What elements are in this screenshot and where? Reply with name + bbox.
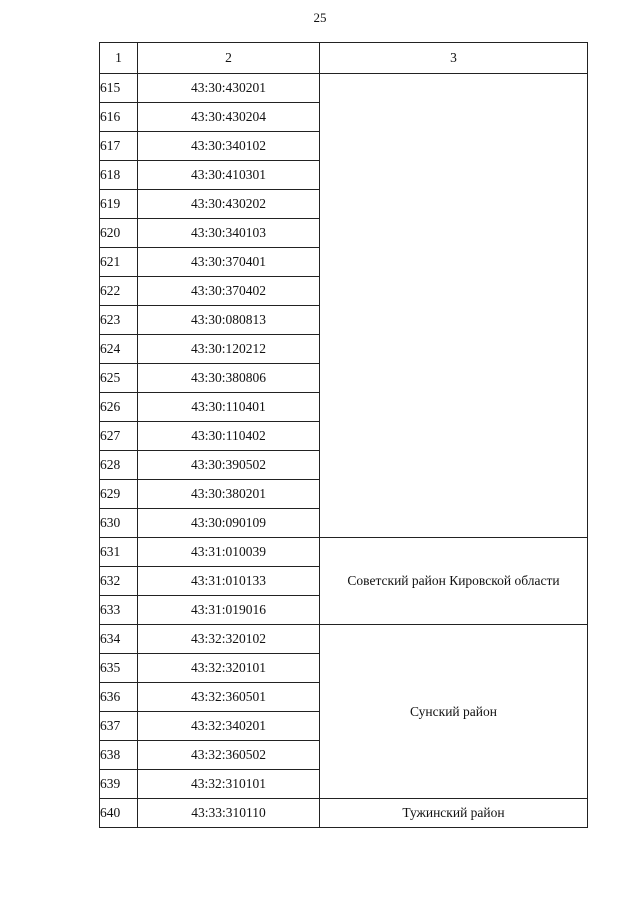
cadastral-code: 43:30:080813	[138, 306, 320, 335]
registry-table	[99, 42, 588, 828]
table-row	[100, 538, 588, 567]
cadastral-code: 43:32:310101	[138, 770, 320, 799]
district-name	[320, 74, 588, 538]
cadastral-code: 43:30:430204	[138, 103, 320, 132]
row-number: 640	[100, 799, 138, 828]
cadastral-code: 43:30:410301	[138, 161, 320, 190]
cadastral-code: 43:30:120212	[138, 335, 320, 364]
row-number: 619	[100, 190, 138, 219]
cadastral-code: 43:30:340103	[138, 219, 320, 248]
cadastral-code: 43:30:380806	[138, 364, 320, 393]
row-number: 623	[100, 306, 138, 335]
district-name: Советский район Кировской области	[320, 538, 588, 625]
cadastral-code: 43:30:390502	[138, 451, 320, 480]
cadastral-code: 43:30:340102	[138, 132, 320, 161]
row-number: 631	[100, 538, 138, 567]
row-number: 630	[100, 509, 138, 538]
row-number: 622	[100, 277, 138, 306]
table-row	[100, 74, 588, 103]
row-number: 627	[100, 422, 138, 451]
table-row	[100, 625, 588, 654]
row-number: 626	[100, 393, 138, 422]
row-number: 624	[100, 335, 138, 364]
table-body	[100, 74, 588, 828]
cadastral-code: 43:30:110401	[138, 393, 320, 422]
row-number: 621	[100, 248, 138, 277]
row-number: 633	[100, 596, 138, 625]
cadastral-code: 43:32:320102	[138, 625, 320, 654]
cadastral-code: 43:31:019016	[138, 596, 320, 625]
cadastral-code: 43:30:380201	[138, 480, 320, 509]
column-header-district: 3	[320, 43, 588, 74]
column-header-cadastral-code: 2	[138, 43, 320, 74]
row-number: 639	[100, 770, 138, 799]
row-number: 628	[100, 451, 138, 480]
row-number: 635	[100, 654, 138, 683]
row-number: 618	[100, 161, 138, 190]
cadastral-code: 43:33:310110	[138, 799, 320, 828]
row-number: 616	[100, 103, 138, 132]
header-row	[100, 43, 588, 74]
district-name: Тужинский район	[320, 799, 588, 828]
row-number: 629	[100, 480, 138, 509]
cadastral-code: 43:30:110402	[138, 422, 320, 451]
cadastral-code: 43:32:360501	[138, 683, 320, 712]
cadastral-code: 43:32:360502	[138, 741, 320, 770]
row-number: 637	[100, 712, 138, 741]
cadastral-code: 43:30:430202	[138, 190, 320, 219]
row-number: 620	[100, 219, 138, 248]
cadastral-code: 43:30:370401	[138, 248, 320, 277]
row-number: 636	[100, 683, 138, 712]
cadastral-code: 43:30:090109	[138, 509, 320, 538]
column-header-number: 1	[100, 43, 138, 74]
cadastral-code: 43:31:010133	[138, 567, 320, 596]
table-row	[100, 799, 588, 828]
page-number: 25	[313, 10, 327, 25]
cadastral-code: 43:31:010039	[138, 538, 320, 567]
cadastral-code: 43:32:340201	[138, 712, 320, 741]
cadastral-code: 43:30:370402	[138, 277, 320, 306]
row-number: 625	[100, 364, 138, 393]
row-number: 632	[100, 567, 138, 596]
row-number: 615	[100, 74, 138, 103]
row-number: 634	[100, 625, 138, 654]
cadastral-code: 43:30:430201	[138, 74, 320, 103]
row-number: 617	[100, 132, 138, 161]
cadastral-code: 43:32:320101	[138, 654, 320, 683]
district-name: Сунский район	[320, 625, 588, 799]
row-number: 638	[100, 741, 138, 770]
